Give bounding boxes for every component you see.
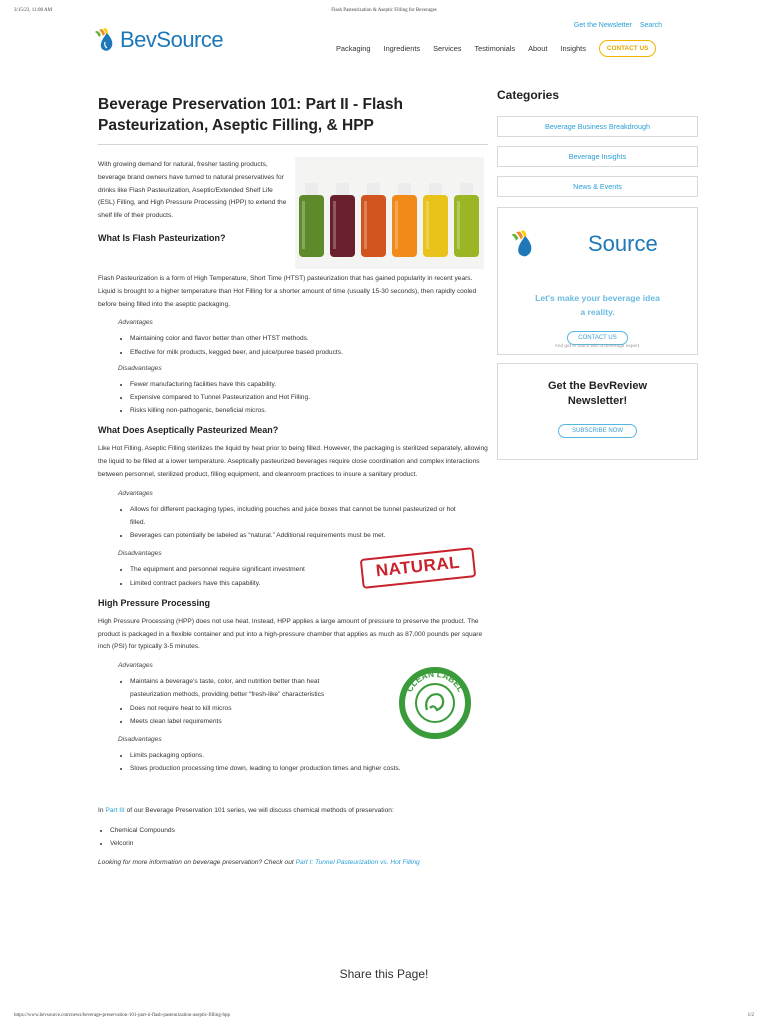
promo-card: [497, 207, 698, 355]
intro-col: [98, 157, 288, 269]
bottle-shine: [395, 201, 398, 249]
nav-insights[interactable]: Insights: [560, 44, 586, 53]
s1-heading: What Is Flash Pasteurization?: [98, 232, 226, 243]
logo-text: BevSource: [120, 27, 224, 52]
list-item: • Maintaining color and flavor better than other HTST methods.: [130, 332, 490, 345]
top-links: [568, 22, 662, 29]
svg-text:CLEAN LABEL: [404, 669, 466, 694]
s3-adv-list: [98, 675, 358, 728]
list-item: • Fewer manufacturing facilities have this capability.: [130, 378, 490, 391]
sidebar: [497, 88, 698, 460]
category-business-breakdrough[interactable]: Beverage Business Breakdrough: [497, 116, 698, 137]
nav-testimonials[interactable]: Testimonials: [474, 44, 516, 53]
article: [98, 94, 490, 869]
clean-label-seal: CLEAN LABEL: [404, 669, 466, 694]
s1-dis-label: Disadvantages: [118, 364, 162, 372]
bottle-shine: [333, 201, 336, 249]
print-date: 3/15/23, 11:08 AM: [14, 8, 53, 13]
nav-packaging[interactable]: Packaging: [336, 44, 371, 53]
bottle-cap: [367, 183, 380, 195]
bottle-cap: [398, 183, 411, 195]
list-item: • Velcorin: [110, 837, 490, 850]
promo-contact-button[interactable]: CONTACT US: [567, 331, 627, 345]
bottle-cap: [429, 183, 442, 195]
subscribe-button[interactable]: SUBSCRIBE NOW: [558, 424, 637, 438]
title-divider: [98, 144, 488, 145]
list-item: • Limited contract packers have this capability.: [130, 577, 490, 590]
s2-dis-block: [98, 550, 490, 589]
newsletter-card: [497, 363, 698, 460]
nav-about[interactable]: About: [528, 44, 548, 53]
print-url: https://www.bevsource.com/news/beverage-preservation-101-part-ii-flash-pasteurization-aseptic-filling-hpp: [14, 1013, 230, 1018]
bottle-shine: [302, 201, 305, 249]
s1-dis-list: [98, 378, 490, 418]
natural-stamp-text: NATURAL: [374, 553, 461, 581]
s1-body: Flash Pasteurization is a form of High Temperature, Short Time (HTST) pasteurization that has gained popularity in recent years. Liquid is brought to a higher temperature than Hot Filling for a shorter amount of time (usually 15-30 seconds), then rapidly cooled before being filled into the aseptic packaging.: [98, 275, 477, 308]
list-item: • Expensive compared to Tunnel Pasteurization and Hot Filling.: [130, 391, 490, 404]
s3-body: High Pressure Processing (HPP) does not use heat. Instead, HPP applies a large amount of pressure to preserve the product. The product is packaged in a flexible container and put into a high-pressure chamber that applies as much as 87,000 pounds per square inch (PSI) for typically 3-5 minutes.: [98, 617, 483, 651]
s3-adv-label: Advantages: [118, 662, 153, 670]
bottle-shine: [457, 201, 460, 249]
list-item: • Slows production processing time down, leading to longer production times and higher costs.: [130, 762, 490, 775]
category-beverage-insights[interactable]: Beverage Insights: [497, 146, 698, 167]
list-item: • Meets clean label requirements: [130, 715, 358, 728]
next-post: of our Beverage Preservation 101 series, we will discuss chemical methods of preservation:: [124, 807, 394, 815]
promo-button-wrap: [498, 326, 697, 345]
list-item: • Risks killing non-pathogenic, beneficial micros.: [130, 404, 490, 417]
list-item: • The equipment and personnel require significant investment: [130, 563, 490, 576]
promo-tagline-1: Let's make your beverage idea: [535, 293, 660, 303]
bevsource-drop-icon: [508, 228, 538, 260]
main-nav: [336, 40, 656, 57]
article-title: Beverage Preservation 101: Part II - Flash Pasteurization, Aseptic Filling, & HPP: [98, 96, 403, 134]
search-link[interactable]: Search: [639, 22, 662, 29]
part-iii-link[interactable]: Part III: [105, 807, 125, 815]
newsletter-title-1: Get the BevReview: [547, 380, 648, 392]
site-logo[interactable]: [92, 26, 223, 54]
list-item: • Beverages can potentially be labeled as “natural.” Additional requirements must be met.: [130, 529, 470, 542]
contact-us-button[interactable]: CONTACT US: [599, 40, 656, 57]
intro-text: With growing demand for natural, fresher tasting products, beverage brand owners have turned to natural preservatives for drinks like Flash Pasteurization, Aseptic/Extended Shelf Life (ESL) Filling, and High Pressure Processing (HPP) to extend the shelf life of their products.: [98, 161, 287, 220]
promo-logo-text: Source: [588, 231, 658, 256]
s3-dis-label: Disadvantages: [118, 736, 162, 744]
promo-logo: [508, 228, 658, 260]
more-info-text: [98, 857, 490, 870]
bottle-cap: [305, 183, 318, 195]
newsletter-link[interactable]: Get the Newsletter: [573, 22, 632, 29]
promo-tagline-2: a reality.: [580, 307, 615, 317]
bottle-cap: [336, 183, 349, 195]
s2-adv-label: Advantages: [118, 489, 153, 497]
category-news-events[interactable]: News & Events: [497, 176, 698, 197]
bottle-shine: [426, 201, 429, 249]
bottle-cap: [460, 183, 473, 195]
s3-dis-list: [98, 749, 490, 775]
list-item: • Allows for different packaging types, including pouches and juice boxes that cannot be tunnel pasteurized or hot filled.: [130, 503, 470, 529]
part-i-link[interactable]: Part I: Tunnel Pasteurization vs. Hot Filling: [295, 858, 420, 866]
print-title: Flash Pasteurization & Aseptic Filling for Beverages: [331, 8, 437, 13]
next-pre: In: [98, 807, 106, 815]
newsletter-title-2: Newsletter!: [567, 395, 628, 407]
next-part-text: [98, 805, 490, 818]
s2-heading: What Does Aseptically Pasteurized Mean?: [98, 425, 279, 436]
list-item: • Limits packaging options.: [130, 749, 490, 762]
categories-title: Categories: [497, 88, 560, 102]
s3-heading: High Pressure Processing: [98, 597, 211, 608]
juice-bottles-image: [295, 157, 484, 269]
subscribe-wrap: [498, 419, 697, 438]
share-title: Share this Page!: [339, 967, 429, 981]
juice-bottles-icon: [295, 157, 484, 269]
intro-row: [98, 157, 490, 269]
clean-label-seal-icon: [396, 664, 474, 742]
bevsource-drop-icon: [92, 26, 118, 54]
promo-note: And get in touch with a beverage expert.: [554, 344, 641, 349]
s2-dis-label: Disadvantages: [118, 550, 162, 558]
list-item: • Effective for milk products, kegged beer, and juice/puree based products.: [130, 346, 490, 359]
s2-adv-list: [98, 503, 470, 543]
nav-ingredients[interactable]: Ingredients: [383, 44, 421, 53]
s1-adv-list: [98, 332, 490, 358]
print-page: 1/2: [747, 1013, 754, 1018]
next-list: [98, 824, 490, 850]
more-pre: Looking for more information on beverage preservation? Check out: [98, 858, 296, 866]
list-item: • Chemical Compounds: [110, 824, 490, 837]
nav-services[interactable]: Services: [433, 44, 462, 53]
s1-adv-label: Advantages: [118, 319, 153, 327]
bottle-shine: [364, 201, 367, 249]
s3-lists: [98, 662, 490, 775]
list-item: • Does not require heat to kill micros: [130, 702, 358, 715]
list-item: • Maintains a beverage’s taste, color, and nutrition better than heat pasteurization methods, providing better “fresh-like” characteristics: [130, 675, 358, 701]
s2-body: Like Hot Filling, Aseptic Filling sterilizes the liquid by heat prior to being filled. However, the packaging is sterilized separately, allowing the liquid to be filled at a lower temperature. Aseptically pasteurized beverages require close coordination and complex interactions between personnel, sterilized product, filling equipment, and cleanroom practices to insure a sanitary product.: [98, 445, 488, 478]
